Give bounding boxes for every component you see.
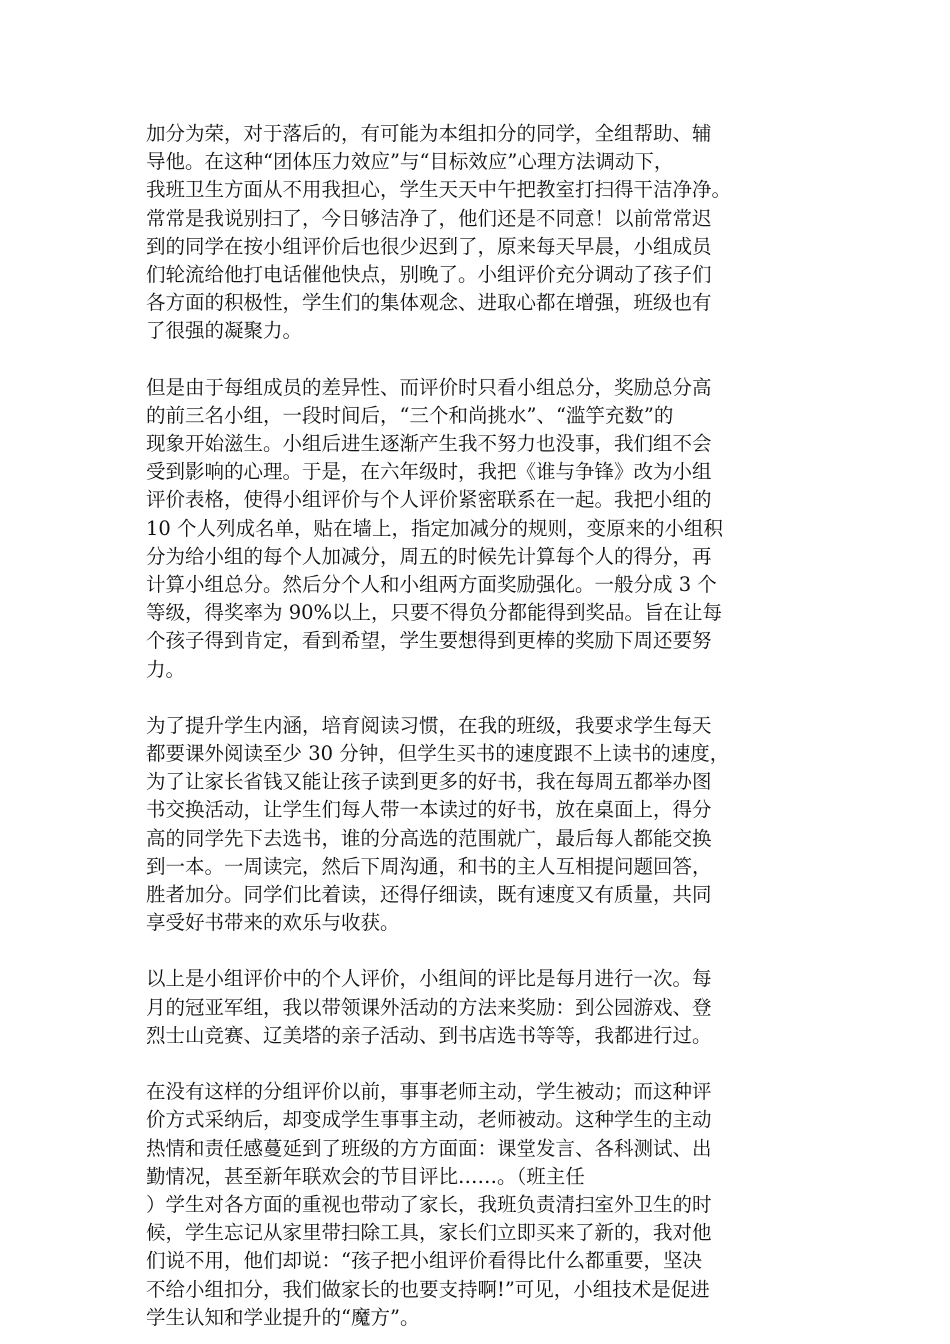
text-line: 导他。在这种“团体压力效应”与“目标效应”心理方法调动下， (146, 150, 674, 174)
text-line: 到一本。一周读完，然后下周沟通，和书的主人互相提问题回答， (146, 854, 712, 878)
paragraph-3 (146, 712, 808, 938)
text-line: 但是由于每组成员的差异性、而评价时只看小组总分，奖励总分高 (146, 375, 712, 399)
text-line: 勤情况，甚至新年联欢会的节目评比……。（班主任 (146, 1164, 585, 1188)
text-line: 现象开始滋生。小组后进生逐渐产生我不努力也没事，我们组不会 (146, 432, 712, 456)
text-line: 们轮流给他打电话催他快点，别晚了。小组评价充分调动了孩子们 (146, 263, 712, 287)
paragraph-2 (146, 374, 808, 684)
text-line: 了很强的凝聚力。 (146, 319, 303, 343)
text-line: 享受好书带来的欢乐与收获。 (146, 911, 400, 935)
text-line: 学生认知和学业提升的“魔方”。 (146, 1305, 420, 1329)
text-line: 评价表格，使得小组评价与个人评价紧密联系在一起。我把小组的 (146, 488, 712, 512)
text-line: 加分为荣，对于落后的，有可能为本组扣分的同学，全组帮助、辅 (146, 122, 712, 145)
text-line: 力。 (146, 657, 186, 681)
paragraph-4 (146, 965, 808, 1050)
text-line: 在没有这样的分组评价以前，事事老师主动，学生被动；而这种评 (146, 1080, 712, 1104)
text-line: 计算小组总分。然后分个人和小组两方面奖励强化。一般分成 3 个 (146, 573, 717, 597)
text-line: 价方式采纳后，却变成学生事事主动，老师被动。这种学生的主动 (146, 1108, 712, 1132)
text-line: 分为给小组的每个人加减分，周五的时候先计算每个人的得分，再 (146, 544, 712, 568)
paragraph-1 (146, 120, 808, 346)
text-line: 常常是我说别扫了，今日够洁净了，他们还是不同意！以前常常迟 (146, 206, 712, 230)
text-line: 都要课外阅读至少 30 分钟，但学生买书的速度跟不上读书的速度， (146, 742, 730, 766)
text-line: 以上是小组评价中的个人评价，小组间的评比是每月进行一次。每 (146, 967, 712, 991)
paragraph-5 (146, 1078, 808, 1332)
text-line: 各方面的积极性，学生们的集体观念、进取心都在增强，班级也有 (146, 291, 712, 315)
text-line: 不给小组扣分，我们做家长的也要支持啊!”可见，小组技术是促进 (146, 1277, 710, 1301)
text-line: 烈士山竞赛、辽美塔的亲子活动、到书店选书等等，我都进行过。 (146, 1023, 712, 1047)
text-line: 胜者加分。同学们比着读，还得仔细读，既有速度又有质量，共同 (146, 883, 712, 907)
text-line: 候，学生忘记从家里带扫除工具，家长们立即买来了新的，我对他 (146, 1221, 712, 1245)
text-line: 们说不用，他们却说：“孩子把小组评价看得比什么都重要，坚决 (146, 1249, 702, 1273)
text-line: 受到影响的心理。于是，在六年级时，我把《谁与争锋》改为小组 (146, 460, 712, 484)
document-body (146, 120, 808, 1332)
text-line: 书交换活动，让学生们每人带一本读过的好书，放在桌面上，得分 (146, 798, 712, 822)
text-line: 高的同学先下去选书，谁的分高选的范围就广，最后每人都能交换 (146, 826, 712, 850)
text-line: 为了提升学生内涵，培育阅读习惯，在我的班级，我要求学生每天 (146, 713, 712, 737)
text-line: 到的同学在按小组评价后也很少迟到了，原来每天早晨，小组成员 (146, 234, 712, 258)
text-line: 热情和责任感蔓延到了班级的方方面面：课堂发言、各科测试、出 (146, 1136, 712, 1160)
text-line: 月的冠亚军组，我以带领课外活动的方法来奖励：到公园游戏、登 (146, 995, 712, 1019)
text-line: 10 个人列成名单，贴在墙上，指定加减分的规则，变原来的小组积 (146, 516, 724, 540)
text-line: 的前三名小组，一段时间后，“三个和尚挑水”、“滥竽充数”的 (146, 403, 674, 427)
text-line: 个孩子得到肯定，看到希望，学生要想得到更棒的奖励下周还要努 (146, 629, 712, 653)
text-line: ）学生对各方面的重视也带动了家长，我班负责清扫室外卫生的时 (146, 1192, 712, 1216)
text-line: 我班卫生方面从不用我担心，学生天天中午把教室打扫得干洁净净。 (146, 178, 732, 202)
text-line: 为了让家长省钱又能让孩子读到更多的好书，我在每周五都举办图 (146, 770, 712, 794)
text-line: 等级，得奖率为 90%以上，只要不得负分都能得到奖品。旨在让每 (146, 601, 723, 625)
